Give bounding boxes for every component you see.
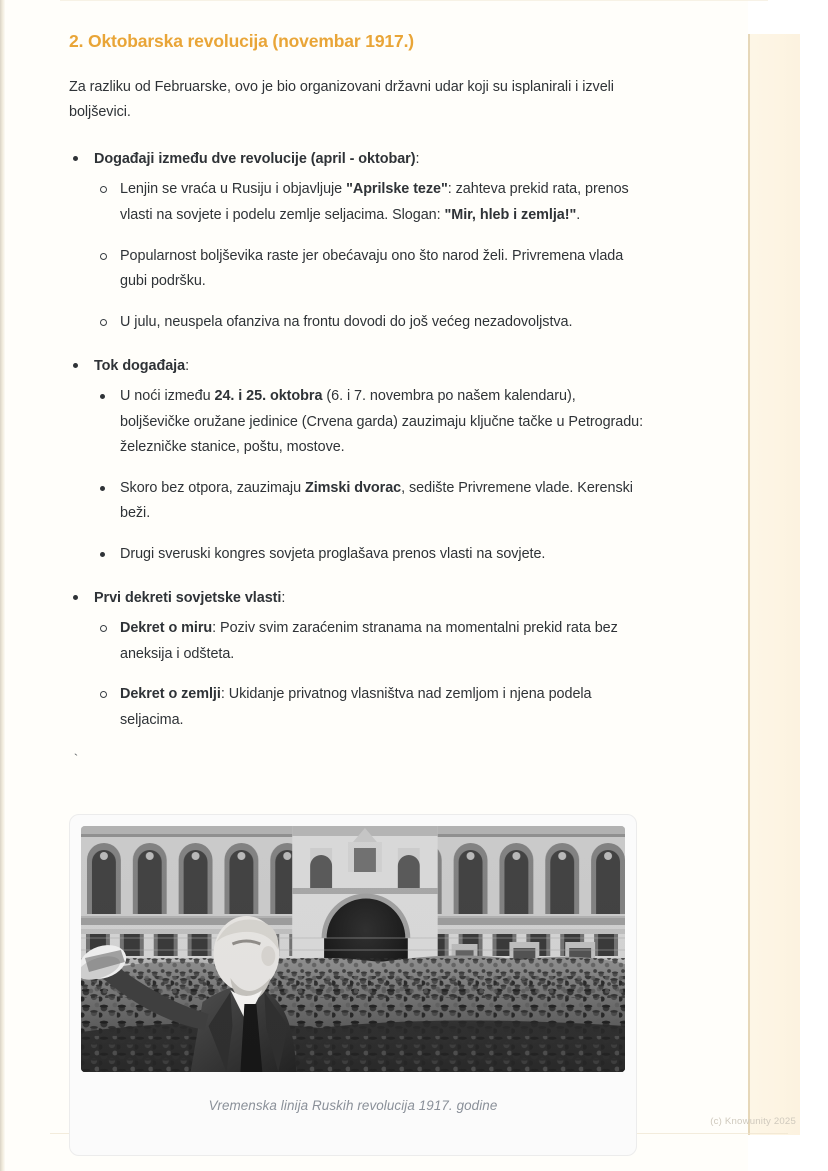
list-item: [94, 384, 649, 461]
list-item: [94, 476, 649, 527]
list-item-text: Skoro bez otpora, zauzimaju: [120, 479, 305, 496]
section-items: [94, 616, 649, 734]
list-item: [94, 177, 649, 228]
section-group: [69, 148, 649, 336]
right-side-panel: [750, 34, 800, 1135]
section-group: [69, 355, 649, 568]
list-item-text: , sedište Privremene vlade. Kerenski beži.: [120, 479, 633, 522]
section-heading: [94, 587, 649, 610]
list-item: [94, 542, 649, 568]
list-item-emphasis: Dekret o miru: [120, 620, 213, 637]
intro-paragraph: Za razliku od Februarske, ovo je bio organizovani državni udar koji su isplanirali i izveli boljševici.: [69, 78, 614, 121]
figure-card: [69, 814, 637, 1156]
list-item-emphasis: Zimski dvorac: [304, 479, 402, 496]
list-item-text: Popularnost boljševika raste jer obećavaju ono što narod želi. Privremena vlada gubi podršku.: [120, 247, 624, 290]
document-content: [69, 30, 649, 1156]
list-item: [94, 244, 649, 295]
list-item-text: U noći između: [120, 387, 215, 404]
section-heading: [94, 148, 649, 171]
watermark: (c) Knowunity 2025: [710, 1116, 796, 1127]
list-item-text: U julu, neuspela ofanziva na frontu dovodi do još većeg nezadovoljstva.: [120, 313, 573, 330]
stray-backtick: `: [72, 751, 80, 767]
top-hairline: [60, 0, 768, 1]
page-title: 2. Oktobarska revolucija (novembar 1917.): [69, 31, 414, 51]
list-item: [94, 616, 649, 667]
list-item-text: Drugi sveruski kongres sovjeta proglašava prenos vlasti na sovjete.: [120, 546, 546, 563]
list-item: [94, 310, 649, 336]
section-items: [94, 384, 649, 568]
figure-caption: Vremenska linija Ruskih revolucija 1917. godine: [208, 1097, 498, 1113]
historical-photo: [81, 826, 625, 1072]
section-heading-label: Tok događaja: [94, 357, 186, 374]
section-heading-suffix: :: [415, 151, 420, 168]
sections-list: [69, 148, 649, 734]
list-item-emphasis: "Aprilske teze": [346, 181, 448, 198]
list-item-text: Lenjin se vraća u Rusiju i objavljuje: [120, 181, 347, 198]
list-item: [94, 682, 649, 733]
list-item-emphasis: Dekret o zemlji: [120, 686, 221, 703]
left-page-edge: [0, 0, 5, 1171]
list-item-emphasis: "Mir, hleb i zemlja!": [444, 207, 577, 223]
list-item-text: (6. i 7. novembra po našem kalendaru), boljševičke oružane jedinice (Crvena garda) zauzimaju ključne tačke u Petrogradu: železničke stanice, poštu, mostove.: [120, 387, 644, 456]
list-item-text: : zahteva prekid rata, prenos vlasti na sovjete i podelu zemlje seljacima. Slogan:: [120, 181, 629, 223]
section-items: [94, 177, 649, 335]
list-item-text: .: [576, 207, 581, 223]
list-item-emphasis: 24. i 25. oktobra: [214, 387, 323, 404]
section-heading-suffix: :: [185, 357, 190, 374]
right-margin: [800, 0, 828, 1171]
section-heading-label: Prvi dekreti sovjetske vlasti: [94, 589, 282, 606]
section-heading: [94, 355, 649, 378]
section-group: [69, 587, 649, 734]
list-item-text: : Poziv svim zaraćenim stranama na momentalni prekid rata bez aneksija i odšteta.: [120, 620, 618, 662]
section-heading-suffix: :: [281, 589, 286, 606]
section-heading-label: Događaji između dve revolucije (april - oktobar): [94, 151, 416, 168]
list-item-text: : Ukidanje privatnog vlasništva nad zemljom i njena podela seljacima.: [120, 686, 592, 728]
